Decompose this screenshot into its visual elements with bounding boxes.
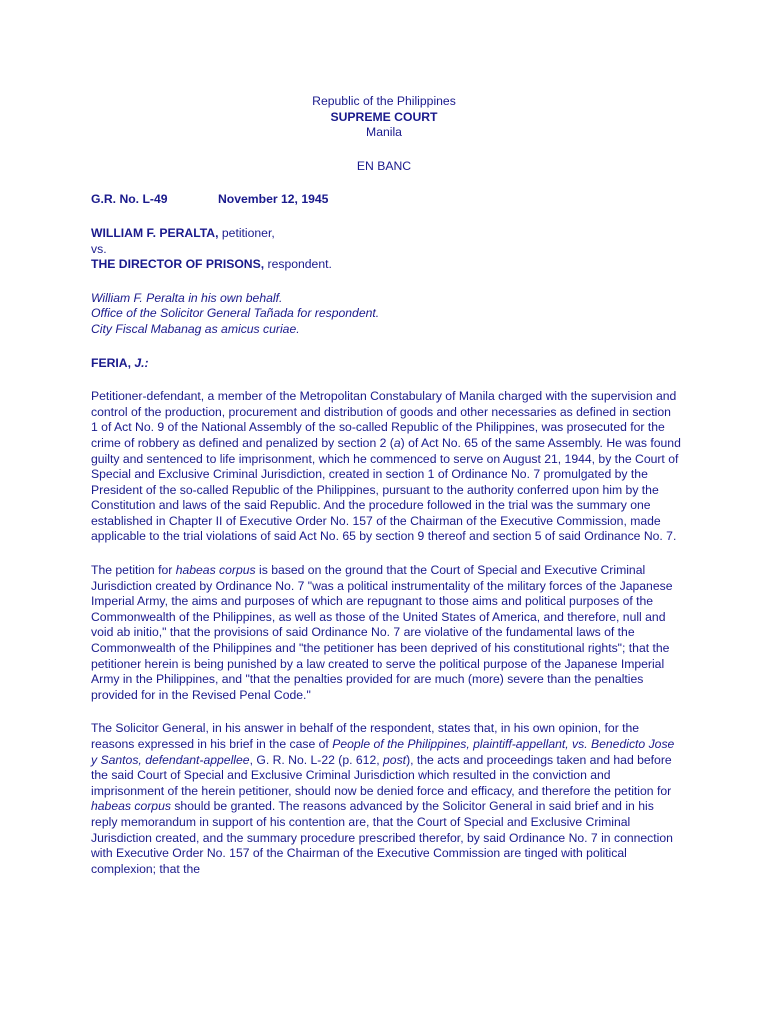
counsel-line: William F. Peralta in his own behalf. (91, 290, 283, 305)
court-header (91, 94, 677, 174)
counsel-line: City Fiscal Mabanag as amicus curiae. (91, 321, 300, 336)
petitioner-role: petitioner, (218, 225, 275, 240)
ponente-name: FERIA, (91, 355, 131, 370)
paragraph-text: ), the acts and proceedings taken and had before the said Court of Special and Exclusive Criminal Jurisdiction which resulted in the conviction and imprisonment of the herein petitioner, should now be denied force and efficacy, and therefore the petition for (91, 752, 672, 798)
republic-line: Republic of the Philippines (312, 94, 456, 108)
decision-date: November 12, 1945 (218, 192, 329, 207)
case-number-row (91, 192, 681, 208)
paragraph-text: The petition for (91, 563, 176, 578)
case-number: G.R. No. L-49 (91, 192, 168, 207)
respondent-line (91, 257, 681, 273)
paragraph-text-italic: People of the Philippines, plaintiff-appellant, vs. Benedicto Jose y Santos, defendant-appellee (91, 737, 675, 767)
paragraph-text-italic: a (393, 435, 401, 450)
paragraph-text-italic: habeas corpus (91, 799, 171, 814)
body-paragraph-2 (91, 563, 681, 703)
paragraph-text-italic: habeas corpus (175, 563, 256, 578)
petitioner-line (91, 226, 681, 242)
respondent-role: respondent. (264, 257, 332, 272)
paragraph-text: should be granted. The reasons advanced by the Solicitor General in said brief and in his reply memorandum in support of his contention are, that the Court of Special and Exclusive Criminal Jurisdiction created, and the summary procedure prescribed therefor, by said Ordinance No. 7 in connection with Executive Order No. 157 of the Chairman of the Executive Commission are tinged with political complexion; that the (91, 799, 673, 876)
body-paragraph-1 (91, 389, 681, 545)
body-paragraph-3 (91, 721, 681, 877)
paragraph-text: Petitioner-defendant, a member of the Metropolitan Constabulary of Manila charged with the supervision and control of the production, procurement and distribution of goods and other necessaries as defined in section 1 of Act No. 9 of the National Assembly of the so-called Republic of the Philippines, was prosecuted for the crime of robbery as defined and penalized by section 2 ( (91, 389, 677, 450)
ponente-title: J.: (130, 355, 149, 370)
paragraph-text: , G. R. No. L-22 (p. 612, (249, 752, 384, 767)
division-label: EN BANC (356, 158, 412, 173)
versus-label: vs. (91, 241, 107, 256)
ponente (91, 356, 681, 372)
paragraph-text: ) of Act No. 65 of the same Assembly. He was found guilty and sentenced to life imprisonment, which he commenced to serve on August 21, 1944, by the Court of Special and Exclusive Criminal Jurisdiction, created in section 1 of Ordinance No. 7 promulgated by the President of the so-called Republic of the Philippines, pursuant to the authority conferred upon him by the Constitution and laws of the said Republic. And the procedure followed in the trial was the summary one established in Chapter II of Executive Order No. 157 of the Chairman of the Executive Commission, made applicable to the trial violations of said Act No. 65 by section 9 thereof and section 5 of said Ordinance No. 7. (91, 435, 681, 544)
court-name: SUPREME COURT (330, 109, 438, 124)
counsel-line: Office of the Solicitor General Tañada for respondent. (91, 306, 380, 321)
counsel-block (91, 291, 681, 338)
paragraph-text: is based on the ground that the Court of Special and Executive Criminal Jurisdiction created by Ordinance No. 7 "was a political instrumentality of the military forces of the Japanese Imperial Army, the aims and purposes of which are repugnant to those aims and political purposes of the Commonwealth of the Philippines, as well as those of the United States of America, and therefore, null and void ab initio," that the provisions of said Ordinance No. 7 are violative of the fundamental laws of the Commonwealth of the Philippines and "the petitioner has been deprived of his constitutional rights"; that the petitioner herein is being punished by a law created to serve the political purpose of the Japanese Imperial Army in the Philippines, and "that the penalties provided for are much (more) severe than the penalties provided for in the Revised Penal Code." (91, 563, 673, 702)
case-parties (91, 226, 681, 273)
respondent-name: THE DIRECTOR OF PRISONS, (91, 257, 265, 272)
paragraph-text: The Solicitor General, in his answer in behalf of the respondent, states that, in his own opinion, for the reasons expressed in his brief in the case of (91, 721, 640, 751)
document-page (91, 94, 681, 877)
petitioner-name: WILLIAM F. PERALTA, (91, 225, 219, 240)
paragraph-text-italic: post (383, 752, 407, 767)
court-city: Manila (366, 125, 402, 140)
